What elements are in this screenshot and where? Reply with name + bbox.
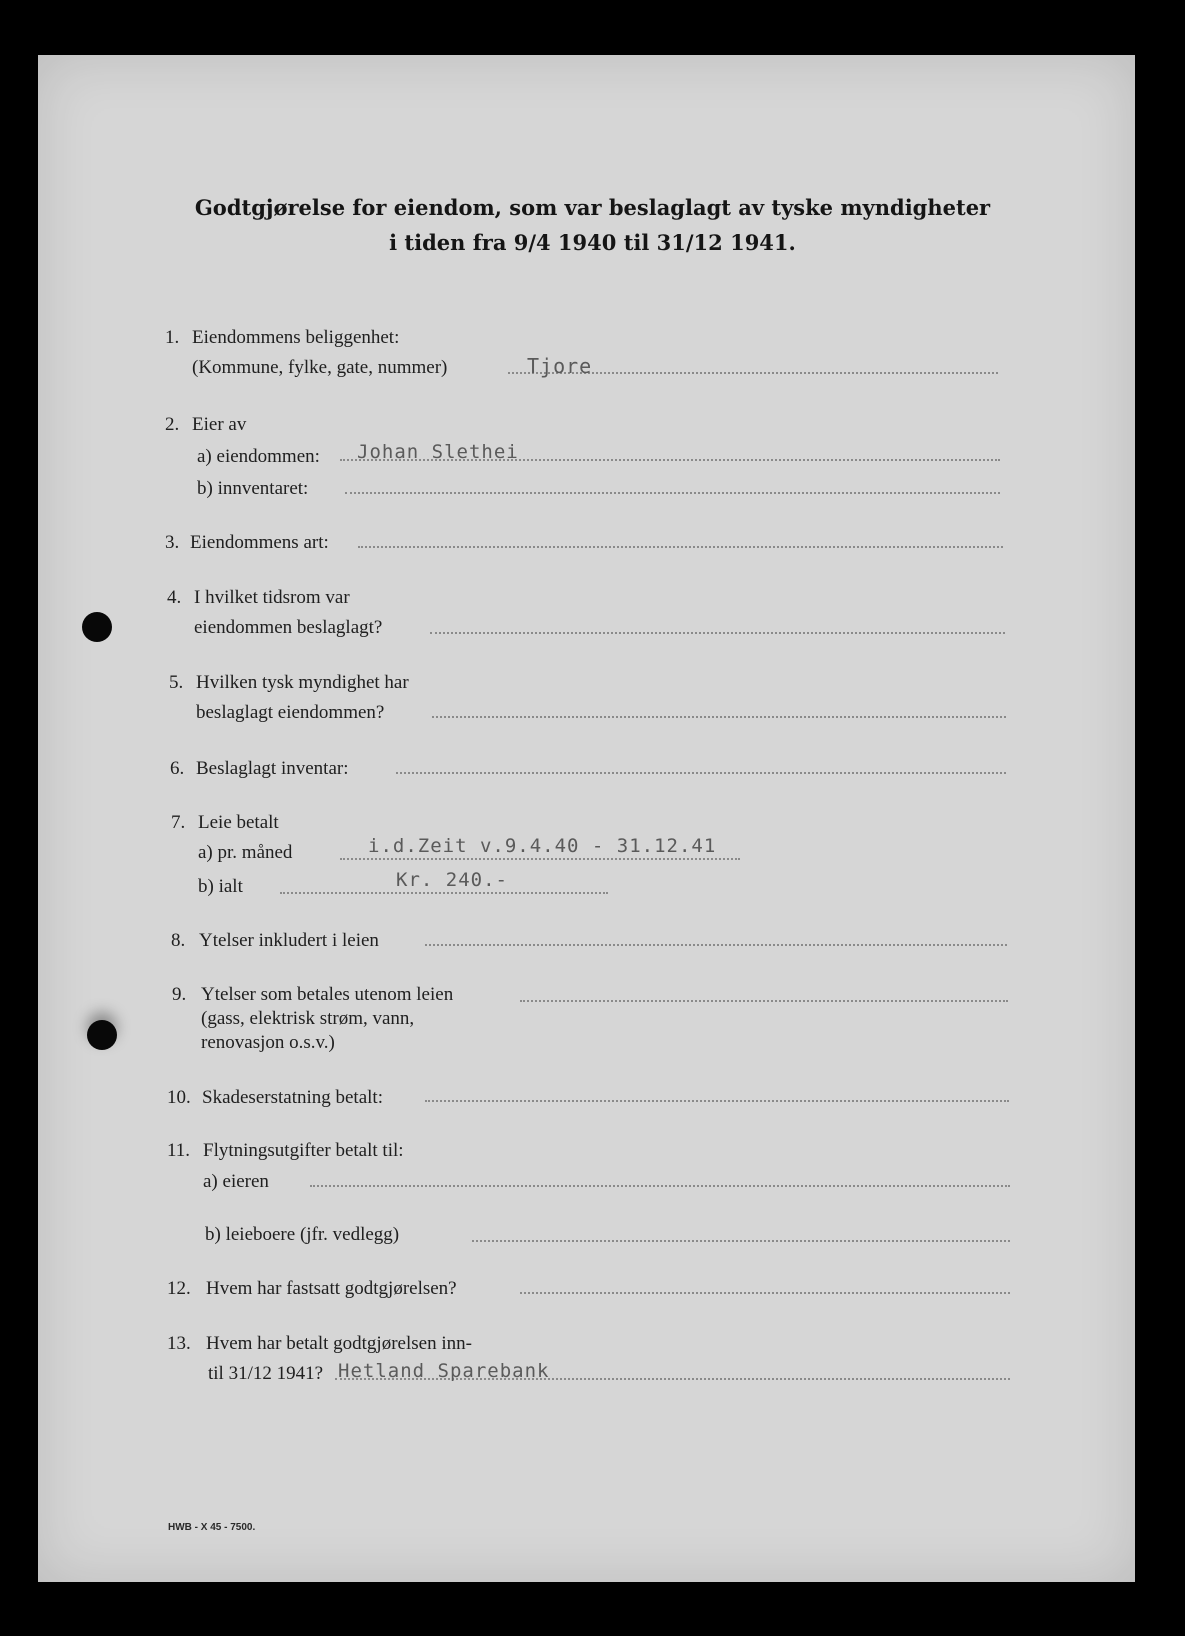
item-2a-answer: Johan Slethei bbox=[357, 441, 519, 463]
item-7a-answer: i.d.Zeit v.9.4.40 - 31.12.41 bbox=[368, 835, 717, 857]
item-7a-label: a) pr. måned bbox=[198, 842, 293, 863]
item-13-label: Hvem har betalt godtgjørelsen inn- bbox=[206, 1333, 472, 1354]
item-9-sublabel-1: (gass, elektrisk strøm, vann, bbox=[201, 1008, 415, 1029]
item-13-number: 13. bbox=[167, 1333, 191, 1354]
item-7b-label: b) ialt bbox=[198, 876, 243, 897]
item-1-sublabel: (Kommune, fylke, gate, nummer) bbox=[192, 357, 448, 378]
item-7b-answer: Kr. 240.- bbox=[396, 869, 508, 891]
item-5-answer-line bbox=[432, 716, 1006, 718]
item-3-label: Eiendommens art: bbox=[190, 532, 329, 553]
item-2a-label: a) eiendommen: bbox=[197, 446, 320, 467]
item-10-number: 10. bbox=[167, 1087, 191, 1108]
item-5-label: Hvilken tysk myndighet har bbox=[196, 672, 409, 693]
item-8-number: 8. bbox=[171, 930, 186, 951]
item-5-number: 5. bbox=[169, 672, 184, 693]
item-9-number: 9. bbox=[172, 984, 187, 1005]
item-13-sublabel: til 31/12 1941? bbox=[208, 1363, 324, 1384]
item-7-label: Leie betalt bbox=[198, 812, 279, 833]
item-1-label: Eiendommens beliggenhet: bbox=[192, 327, 400, 348]
item-2b-answer-line bbox=[345, 492, 1000, 494]
item-2-number: 2. bbox=[165, 414, 180, 435]
item-1-answer: Tjore bbox=[527, 354, 593, 378]
item-11a-label: a) eieren bbox=[203, 1171, 269, 1192]
item-10-answer-line bbox=[425, 1100, 1009, 1102]
item-6-number: 6. bbox=[170, 758, 185, 779]
item-2-label: Eier av bbox=[192, 414, 247, 435]
item-9-label: Ytelser som betales utenom leien bbox=[201, 984, 454, 1005]
item-4-answer-line bbox=[430, 632, 1005, 634]
item-1-number: 1. bbox=[165, 327, 180, 348]
printer-imprint: HWB - X 45 - 7500. bbox=[168, 1522, 256, 1533]
item-10-label: Skadeserstatning betalt: bbox=[202, 1087, 383, 1108]
item-3-answer-line bbox=[358, 546, 1003, 548]
item-5-sublabel: beslaglagt eiendommen? bbox=[196, 702, 385, 723]
item-8-answer-line bbox=[425, 944, 1007, 946]
item-8-label: Ytelser inkludert i leien bbox=[199, 930, 379, 951]
item-6-label: Beslaglagt inventar: bbox=[196, 758, 349, 779]
item-11-label: Flytningsutgifter betalt til: bbox=[203, 1140, 404, 1161]
item-7-number: 7. bbox=[171, 812, 186, 833]
item-4-sublabel: eiendommen beslaglagt? bbox=[194, 617, 383, 638]
item-4-label: I hvilket tidsrom var bbox=[194, 587, 350, 608]
item-3-number: 3. bbox=[165, 532, 180, 553]
item-11-number: 11. bbox=[167, 1140, 191, 1161]
form-title-line1: Godtgjørelse for eiendom, som var beslaglagt av tyske myndigheter bbox=[194, 195, 991, 220]
item-11b-label: b) leieboere (jfr. vedlegg) bbox=[205, 1224, 400, 1245]
item-11b-answer-line bbox=[472, 1240, 1010, 1242]
item-9-sublabel-2: renovasjon o.s.v.) bbox=[201, 1032, 335, 1053]
item-7b-answer-line bbox=[280, 892, 608, 894]
form-title-line2: i tiden fra 9/4 1940 til 31/12 1941. bbox=[389, 230, 796, 255]
item-6-answer-line bbox=[396, 772, 1006, 774]
item-12-number: 12. bbox=[167, 1278, 191, 1299]
punch-hole-top bbox=[82, 612, 112, 642]
item-12-label: Hvem har fastsatt godtgjørelsen? bbox=[206, 1278, 457, 1299]
item-12-answer-line bbox=[520, 1292, 1010, 1294]
item-2b-label: b) innventaret: bbox=[197, 478, 309, 499]
item-13-answer: Hetland Sparebank bbox=[338, 1360, 550, 1382]
punch-hole-bottom bbox=[87, 1020, 117, 1050]
item-4-number: 4. bbox=[167, 587, 182, 608]
item-9-answer-line bbox=[520, 1000, 1008, 1002]
item-11a-answer-line bbox=[310, 1185, 1010, 1187]
item-7a-answer-line bbox=[340, 858, 740, 860]
